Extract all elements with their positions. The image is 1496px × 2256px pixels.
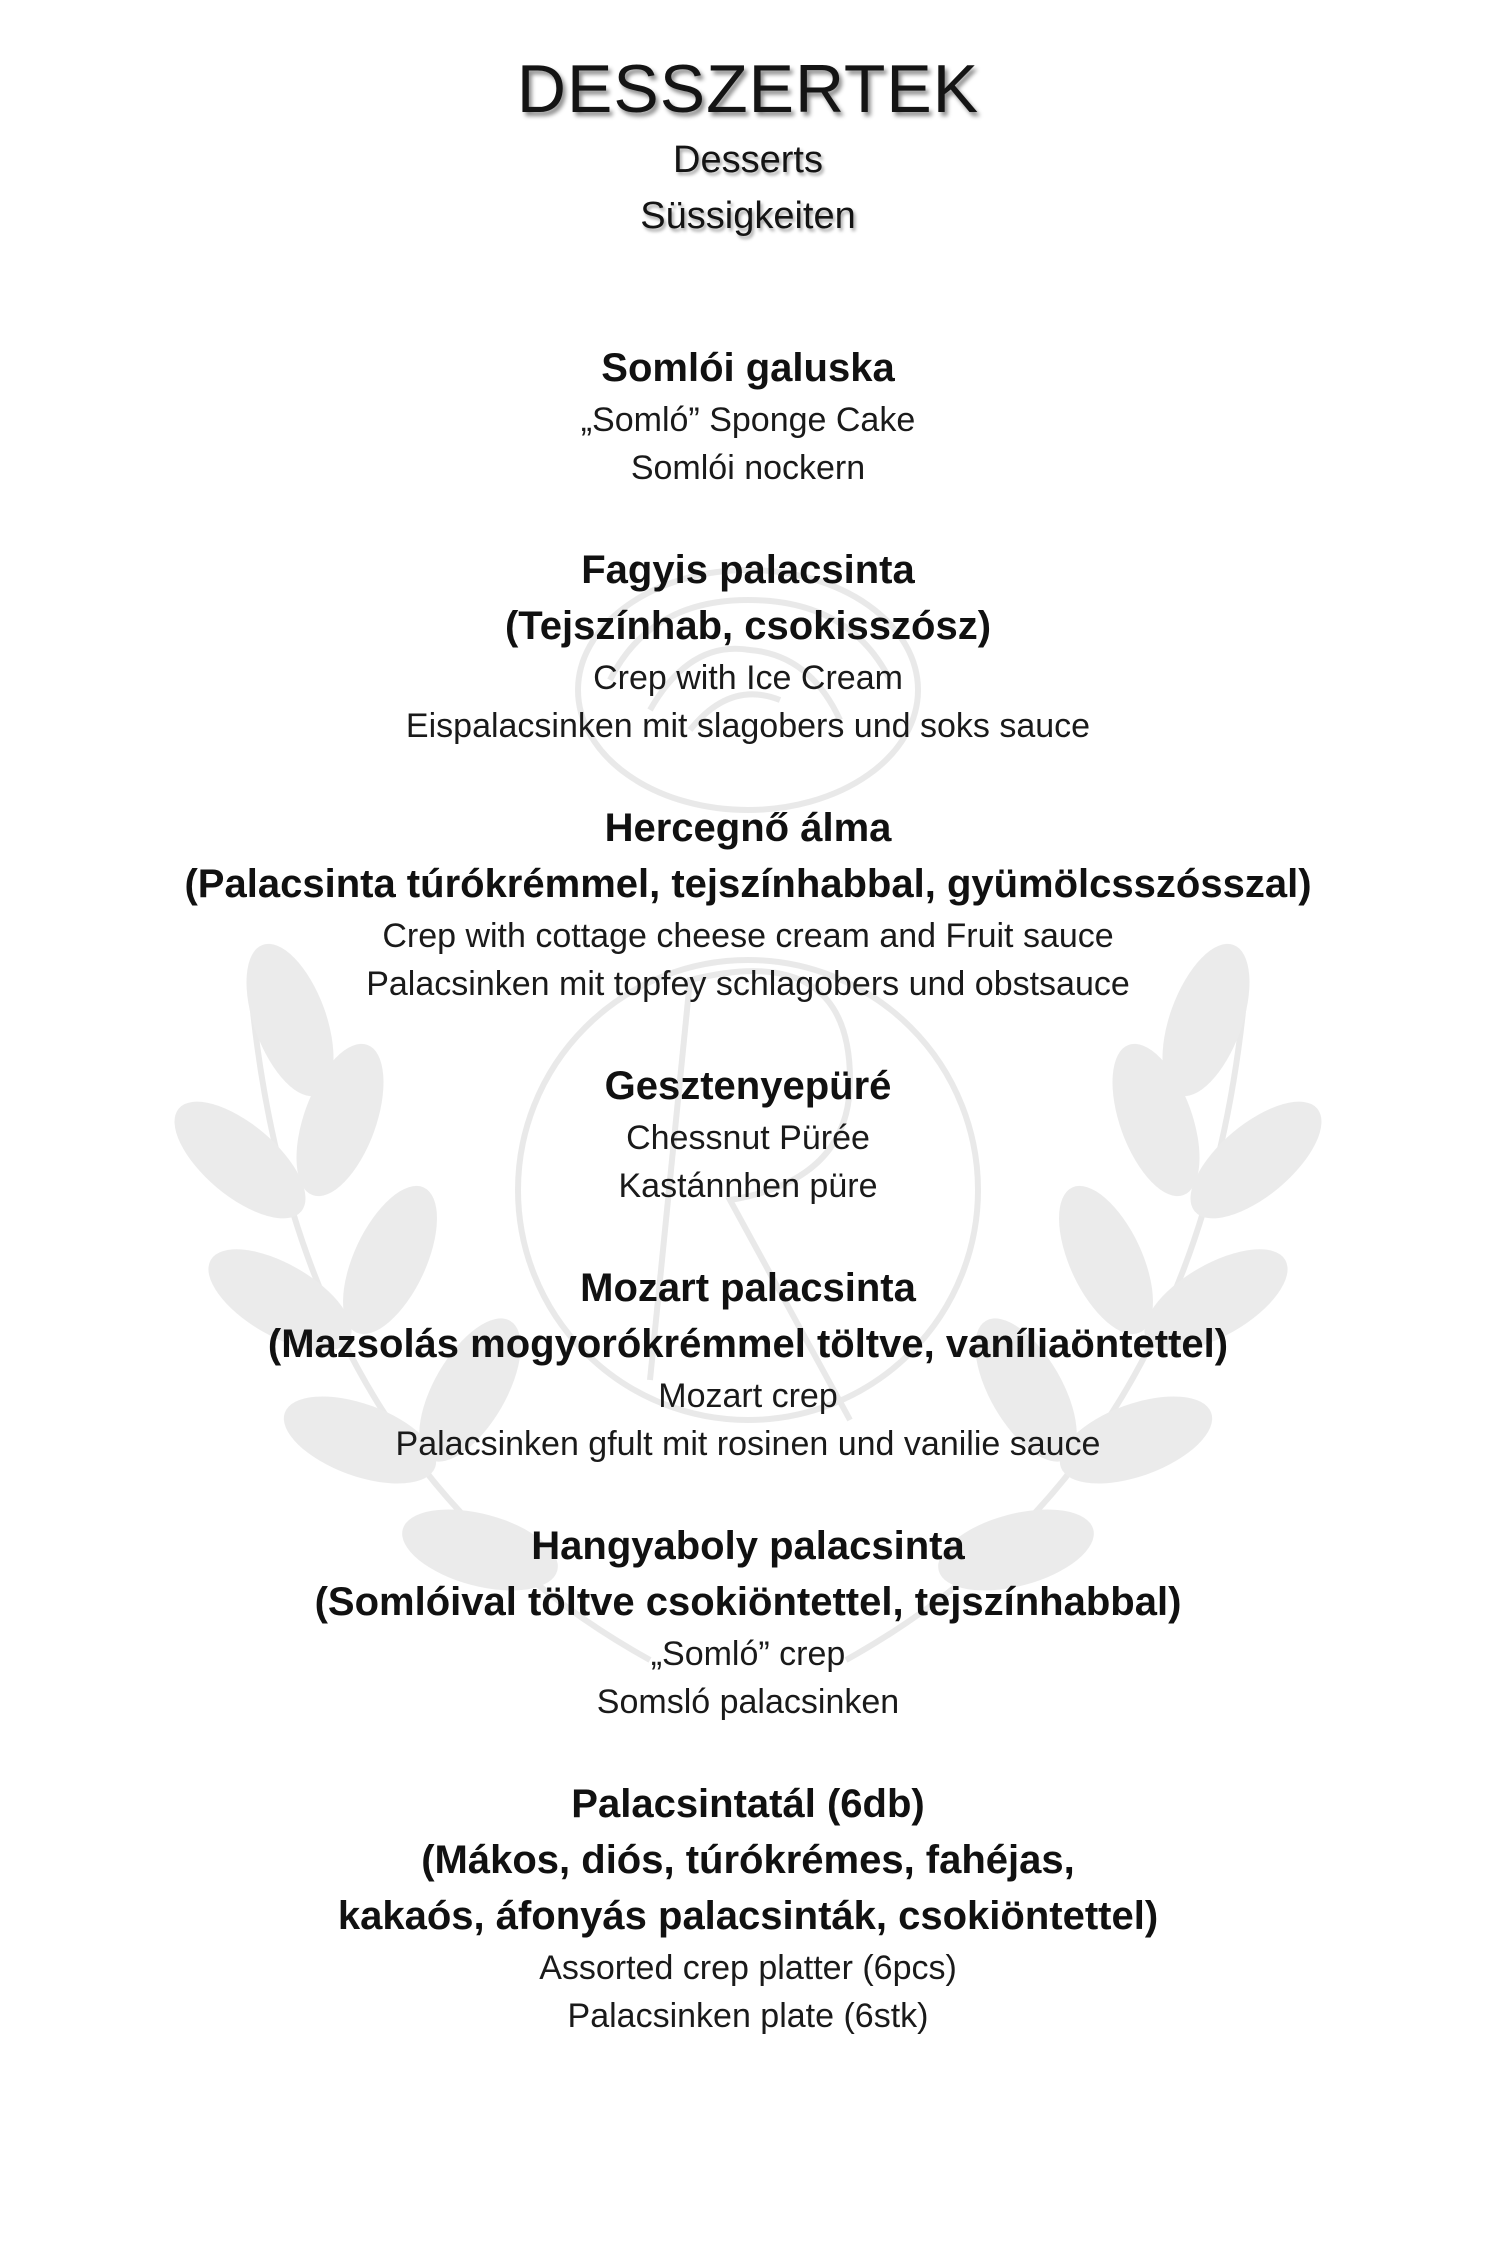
menu-item (0, 1058, 1496, 1210)
menu-item (0, 800, 1496, 1008)
item-name-en: Crep with cottage cheese cream and Fruit sauce (382, 917, 1114, 955)
item-name-hu: Mozart palacsinta (580, 1266, 916, 1310)
item-name-de: Kastánnhen püre (618, 1167, 878, 1205)
menu-item (0, 340, 1496, 492)
item-name-hu: Gesztenyepüré (604, 1064, 892, 1108)
item-name-en: „Somló” Sponge Cake (580, 401, 916, 439)
item-name-de: Eispalacsinken mit slagobers und soks sauce (405, 707, 1091, 745)
menu-item (0, 1260, 1496, 1468)
item-name-en: Assorted crep platter (6pcs) (539, 1949, 957, 1987)
subtitle-en: Desserts (673, 139, 823, 181)
item-name-de: Palacsinken plate (6stk) (567, 1997, 929, 2035)
item-name-de: Somsló palacsinken (596, 1683, 900, 1721)
item-name-de: Palacsinken gfult mit rosinen und vanilie sauce (395, 1425, 1101, 1463)
item-name-hu: Fagyis palacsinta (581, 548, 915, 592)
menu-item (0, 542, 1496, 750)
item-description-hu: (Mazsolás mogyorókrémmel töltve, vaníliaöntettel) (267, 1322, 1229, 1366)
item-name-hu: Hercegnő álma (604, 806, 892, 850)
item-description-hu: (Somlóival töltve csokiöntettel, tejszínhabbal) (314, 1580, 1182, 1624)
item-name-en: Chessnut Pürée (626, 1119, 870, 1157)
item-name-en: Mozart crep (658, 1377, 838, 1415)
item-name-en: „Somló” crep (650, 1635, 846, 1673)
item-name-de: Somlói nockern (630, 449, 866, 487)
menu-item (0, 1518, 1496, 1726)
item-name-hu: Palacsintatál (6db) (571, 1782, 925, 1826)
subtitle-de: Süssigkeiten (640, 195, 856, 237)
menu-header (0, 46, 1496, 244)
item-name-hu: Somlói galuska (601, 346, 895, 390)
item-description-hu: (Tejszínhab, csokisszósz) (504, 604, 992, 648)
page-title: DESSZERTEK (516, 51, 980, 127)
item-name-de: Palacsinken mit topfey schlagobers und obstsauce (366, 965, 1130, 1003)
item-name-en: Crep with Ice Cream (593, 659, 903, 697)
item-name-hu: Hangyaboly palacsinta (531, 1524, 965, 1568)
menu-item (0, 1776, 1496, 2040)
item-description-hu: (Mákos, diós, túrókrémes, fahéjas, (421, 1838, 1075, 1882)
item-description-hu: kakaós, áfonyás palacsinták, csokiöntettel) (337, 1894, 1159, 1938)
dessert-list (0, 340, 1496, 2090)
item-description-hu: (Palacsinta túrókrémmel, tejszínhabbal, gyümölcsszósszal) (184, 862, 1312, 906)
